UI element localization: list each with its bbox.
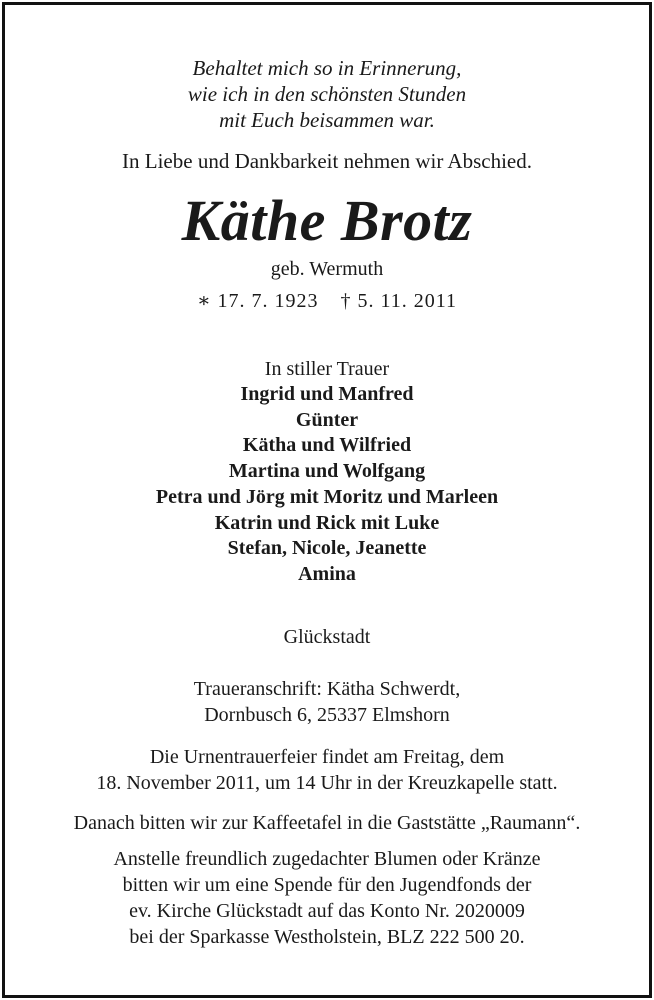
- donation-line: bei der Sparkasse Westholstein, BLZ 222 500 20.: [129, 926, 525, 948]
- farewell-statement: In Liebe und Dankbarkeit nehmen wir Abschied.: [122, 149, 532, 173]
- mourner-entry: Martina und Wolfgang: [228, 460, 426, 483]
- life-dates: [0, 288, 654, 314]
- donation-line: Anstelle freundlich zugedachter Blumen oder Kränze: [113, 848, 541, 870]
- address-line: Traueranschrift: Kätha Schwerdt,: [193, 678, 461, 700]
- ceremony-line: 18. November 2011, um 14 Uhr in der Kreuzkapelle statt.: [96, 772, 558, 794]
- mourning-address: [0, 676, 654, 728]
- poem-line: mit Euch beisammen war.: [219, 108, 435, 132]
- ceremony-info: [0, 744, 654, 796]
- poem-line: wie ich in den schönsten Stunden: [187, 82, 467, 106]
- donation-line: bitten wir um eine Spende für den Jugendfonds der: [122, 874, 532, 896]
- deceased-name: Käthe Brotz: [181, 188, 473, 253]
- mourner-entry: Katrin und Rick mit Luke: [214, 511, 440, 534]
- donation-line: ev. Kirche Glückstadt auf das Konto Nr. 2020009: [129, 900, 525, 922]
- mourner-entry: Ingrid und Manfred: [240, 383, 414, 405]
- mourner-entry: Kätha und Wilfried: [242, 434, 412, 457]
- mourners-list: [0, 382, 654, 588]
- coffee-invitation: Danach bitten wir zur Kaffeetafel in die Gaststätte „Raumann“.: [73, 812, 581, 834]
- mourning-heading: In stiller Trauer: [264, 358, 390, 380]
- birth-date: ∗ 17. 7. 1923: [196, 290, 319, 312]
- ceremony-line: Die Urnentrauerfeier findet am Freitag, dem: [149, 746, 505, 768]
- mourner-entry: Petra und Jörg mit Moritz und Marleen: [155, 485, 499, 508]
- mourner-entry: Amina: [298, 562, 356, 585]
- place-name: Glückstadt: [283, 626, 371, 648]
- memorial-poem: [0, 55, 654, 133]
- mourner-entry: Stefan, Nicole, Jeanette: [227, 537, 427, 560]
- poem-line: Behaltet mich so in Erinnerung,: [192, 56, 462, 80]
- donation-request: [0, 846, 654, 950]
- mourner-entry: Günter: [295, 408, 359, 431]
- address-line: Dornbusch 6, 25337 Elmshorn: [204, 704, 450, 726]
- maiden-name: geb. Wermuth: [270, 258, 384, 280]
- death-date: † 5. 11. 2011: [340, 290, 458, 312]
